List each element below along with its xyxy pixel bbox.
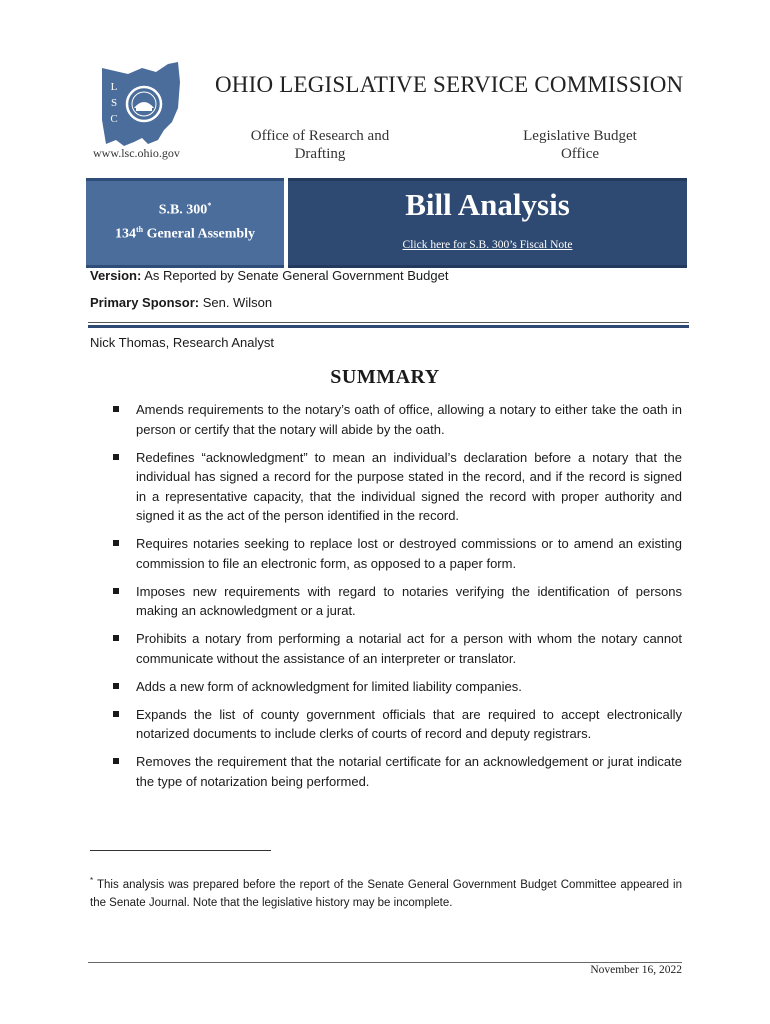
bill-number xyxy=(86,201,284,219)
summary-item xyxy=(110,752,682,791)
footer-divider xyxy=(88,962,682,963)
meta-divider xyxy=(88,322,689,328)
summary-heading: SUMMARY xyxy=(330,366,440,388)
summary-list xyxy=(110,400,682,800)
summary-item-text: Requires notaries seeking to replace lost or destroyed commissions or to amend an existing commission to file an electronic form, as opposed to a paper form. xyxy=(136,536,682,571)
bullet-icon xyxy=(113,711,119,717)
bill-info-panel xyxy=(86,178,284,268)
sponsor-label: Primary Sponsor: xyxy=(90,295,200,310)
summary-item-text: Amends requirements to the notary’s oath of office, allowing a notary to either take the oath in person or certify that the notary will abide by the oath. xyxy=(136,402,682,437)
summary-item xyxy=(110,400,682,439)
analyst-name: Nick Thomas, Research Analyst xyxy=(90,335,274,350)
sponsor-value: Sen. Wilson xyxy=(199,295,273,310)
logo-letter-l: L xyxy=(110,81,118,93)
assembly-suffix: th xyxy=(135,225,144,234)
bullet-icon xyxy=(113,683,119,689)
lsc-logo xyxy=(98,60,182,148)
summary-item-text: Imposes new requirements with regard to notaries verifying the identification of persons making an acknowledgment or a jurat. xyxy=(136,583,682,618)
fiscal-note-link[interactable]: Click here for S.B. 300’s Fiscal Note xyxy=(402,239,573,251)
office-budget-label: Legislative Budget Office xyxy=(523,128,637,162)
summary-item-text: Adds a new form of acknowledgment for limited liability companies. xyxy=(136,678,522,694)
bill-number-footnote-mark: * xyxy=(207,201,212,210)
summary-item xyxy=(110,582,682,621)
summary-item xyxy=(110,534,682,573)
general-assembly xyxy=(86,225,284,243)
footnote-divider xyxy=(90,850,271,851)
summary-item xyxy=(110,629,682,668)
version-row xyxy=(90,268,448,283)
footnote-text: This analysis was prepared before the report of the Senate General Government Budget Committee appeared in the Senate Journal. Note that the legislative history may be incomplete. xyxy=(90,878,682,909)
footnote-mark: * xyxy=(90,876,94,885)
bullet-icon xyxy=(113,588,119,594)
footnote xyxy=(90,872,682,912)
summary-item-text: Prohibits a notary from performing a notarial act for a person with whom the notary cannot communicate without the assistance of an interpreter or translator. xyxy=(136,631,682,666)
logo-letter-c: C xyxy=(110,113,118,125)
version-label: Version: xyxy=(90,268,142,283)
summary-item-text: Expands the list of county government officials that are required to accept electronically notarized documents to include clerks of courts of record and deputy registrars. xyxy=(136,706,682,741)
document-title: Bill Analysis xyxy=(405,187,570,222)
bill-number-text: S.B. 300 xyxy=(158,202,208,218)
org-name: OHIO LEGISLATIVE SERVICE COMMISSION xyxy=(215,72,684,97)
office-research-label: Office of Research and Drafting xyxy=(250,128,390,162)
summary-item xyxy=(110,705,682,744)
version-value: As Reported by Senate General Government Budget xyxy=(141,268,449,283)
bullet-icon xyxy=(113,454,119,460)
ohio-state-shape-icon xyxy=(98,60,182,148)
summary-item-text: Redefines “acknowledgment” to mean an individual’s declaration before a notary that the individual has signed a record for the purpose stated in the record, and if the record is signed in a representative capacity, that the individual signed the record with proper authority and signed it as the act of the person identified in the record. xyxy=(136,449,682,523)
bullet-icon xyxy=(113,540,119,546)
summary-item-text: Removes the requirement that the notarial certificate for an acknowledgement or jurat indicate the type of notarization being performed. xyxy=(136,754,682,789)
assembly-text: General Assembly xyxy=(143,226,256,242)
footer-date: November 16, 2022 xyxy=(590,964,682,976)
bullet-icon xyxy=(113,406,119,412)
summary-item xyxy=(110,677,682,697)
assembly-number: 134 xyxy=(114,226,136,242)
logo-letter-s: S xyxy=(110,97,118,109)
summary-item xyxy=(110,448,682,526)
bullet-icon xyxy=(113,758,119,764)
title-panel xyxy=(288,178,687,268)
website-link[interactable]: www.lsc.ohio.gov xyxy=(93,146,180,160)
bullet-icon xyxy=(113,635,119,641)
sponsor-row xyxy=(90,295,272,310)
